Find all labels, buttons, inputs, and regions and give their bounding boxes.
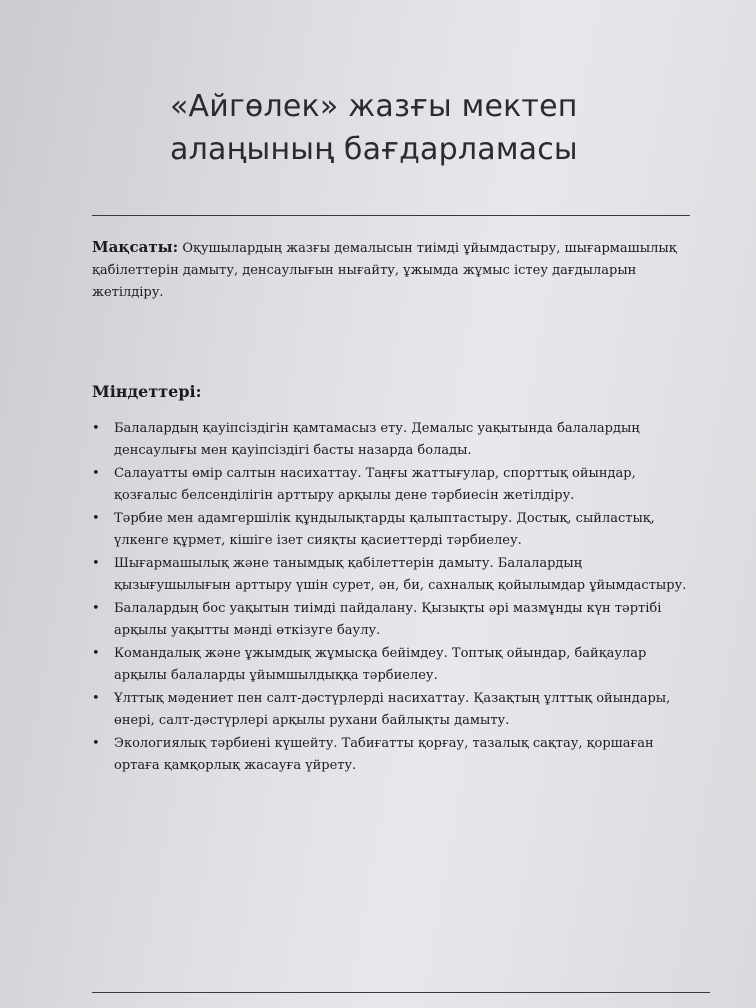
- bullet-icon: •: [92, 736, 100, 751]
- tasks-list: [92, 418, 696, 778]
- title-line-1: «Айгөлек» жазғы мектеп: [170, 89, 578, 124]
- title-line-2: алаңының бағдарламасы: [170, 132, 578, 167]
- list-item-text: Тәрбие мен адамгершілік құндылықтарды қалыптастыру. Достық, сыйластық, үлкенге құрмет, кішіге ізет сияқты қасиеттерді тәрбиелеу.: [114, 511, 655, 548]
- bullet-icon: •: [92, 646, 100, 661]
- list-item: [92, 463, 696, 506]
- list-item: [92, 598, 696, 641]
- bullet-icon: •: [92, 691, 100, 706]
- list-item-text: Балалардың қауіпсіздігін қамтамасыз ету. Демалыс уақытында балалардың денсаулығы мен қауіпсіздігі басты назарда болады.: [114, 421, 640, 458]
- page-title: [170, 85, 690, 171]
- list-item-text: Балалардың бос уақытын тиімді пайдалану. Қызықты әрі мазмұнды күн тәртібі арқылы уақытты мәнді өткізуге баулу.: [114, 601, 662, 638]
- tasks-heading: Міндеттері:: [92, 382, 202, 401]
- bullet-icon: •: [92, 511, 100, 526]
- list-item-text: Командалық және ұжымдық жұмысқа бейімдеу. Топтық ойындар, байқаулар арқылы балаларды ұйымшылдыққа тәрбиелеу.: [114, 646, 647, 683]
- goal-paragraph: [92, 236, 696, 304]
- bullet-icon: •: [92, 466, 100, 481]
- goal-label: Мақсаты:: [92, 238, 179, 256]
- list-item: [92, 508, 696, 551]
- list-item-text: Шығармашылық және танымдық қабілеттерін дамыту. Балалардың қызығушылығын арттыру үшін сурет, ән, би, сахналық қойылымдар ұйымдастыру.: [114, 556, 687, 593]
- list-item: [92, 643, 696, 686]
- list-item-text: Экологиялық тәрбиені күшейту. Табиғатты қорғау, тазалық сақтау, қоршаған ортаға қамқорлық жасауға үйрету.: [114, 736, 654, 773]
- bottom-divider: [92, 992, 710, 993]
- bullet-icon: •: [92, 601, 100, 616]
- list-item: [92, 418, 696, 461]
- goal-text: Оқушылардың жазғы демалысын тиімді ұйымдастыру, шығармашылық қабілеттерін дамыту, денсаулығын нығайту, ұжымда жұмыс істеу дағдыларын жетілдіру.: [92, 241, 677, 300]
- list-item: [92, 733, 696, 776]
- list-item: [92, 688, 696, 731]
- bullet-icon: •: [92, 421, 100, 436]
- list-item-text: Ұлттық мәдениет пен салт-дәстүрлерді насихаттау. Қазақтың ұлттық ойындары, өнері, салт-дәстүрлері арқылы рухани байлықты дамыту.: [114, 691, 671, 728]
- bullet-icon: •: [92, 556, 100, 571]
- top-divider: [92, 215, 690, 216]
- list-item-text: Салауатты өмір салтын насихаттау. Таңғы жаттығулар, спорттық ойындар, қозғалыс белсенділігін арттыру арқылы дене тәрбиесін жетілдіру.: [114, 466, 636, 503]
- list-item: [92, 553, 696, 596]
